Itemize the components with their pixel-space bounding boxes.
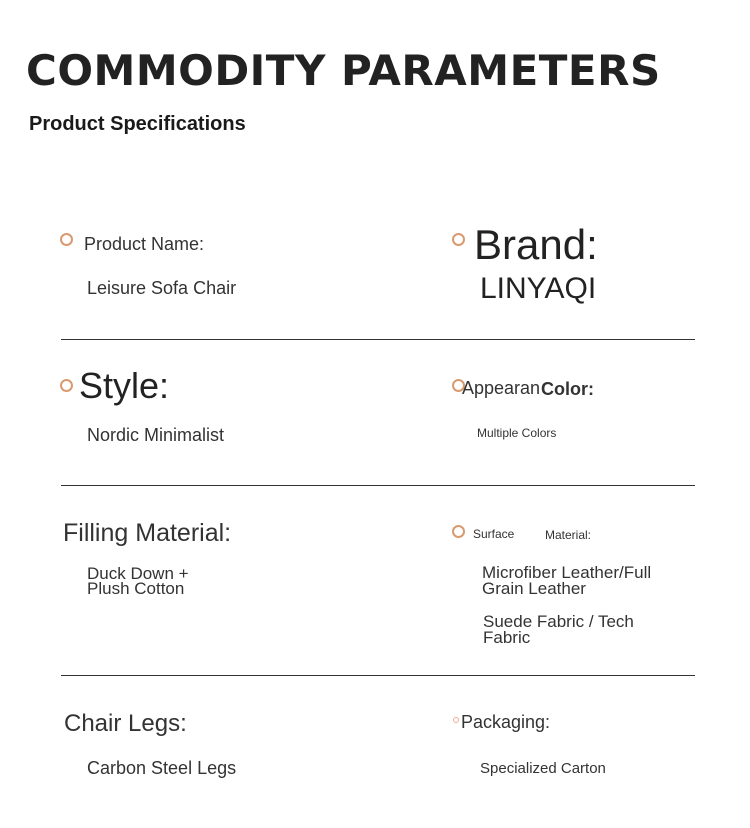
filling-material-value-line2: Plush Cotton <box>87 579 185 598</box>
bullet-icon <box>60 233 73 246</box>
filling-material-value-line1: Duck Down + <box>87 564 189 583</box>
chair-legs-value: Carbon Steel Legs <box>87 758 237 778</box>
packaging-label: Packaging: <box>461 712 551 732</box>
filling-material-label: Filling Material: <box>63 519 232 547</box>
product-name-label: Product Name: <box>84 234 205 254</box>
packaging-value: Specialized Carton <box>480 760 606 777</box>
style-value: Nordic Minimalist <box>87 425 225 445</box>
style-label: Style: <box>79 365 170 406</box>
bullet-icon <box>452 525 465 538</box>
surface-material-value1-line1: Microfiber Leather/Full <box>482 563 652 582</box>
page-subtitle: Product Specifications <box>29 113 246 135</box>
surface-material-label-part2: Material: <box>545 528 592 542</box>
appearance-color-label-part1: Appearan <box>462 378 541 398</box>
product-name-value: Leisure Sofa Chair <box>87 278 237 298</box>
surface-material-value2-line2: Fabric <box>483 628 531 647</box>
surface-material-label-part1: Surface <box>473 527 515 541</box>
bullet-icon <box>452 233 465 246</box>
appearance-color-value: Multiple Colors <box>477 426 557 440</box>
page-title: COMMODITY PARAMETERS <box>26 46 661 95</box>
divider <box>61 485 695 486</box>
divider <box>61 675 695 676</box>
surface-material-value1-line2: Grain Leather <box>482 579 586 598</box>
chair-legs-label: Chair Legs: <box>64 710 187 737</box>
divider <box>61 339 695 340</box>
brand-value: LINYAQI <box>480 272 597 305</box>
bullet-icon <box>60 379 73 392</box>
bullet-icon <box>453 717 459 723</box>
brand-label: Brand: <box>474 221 598 268</box>
appearance-color-label-part2: Color: <box>541 379 594 399</box>
surface-material-value2-line1: Suede Fabric / Tech <box>483 612 634 631</box>
